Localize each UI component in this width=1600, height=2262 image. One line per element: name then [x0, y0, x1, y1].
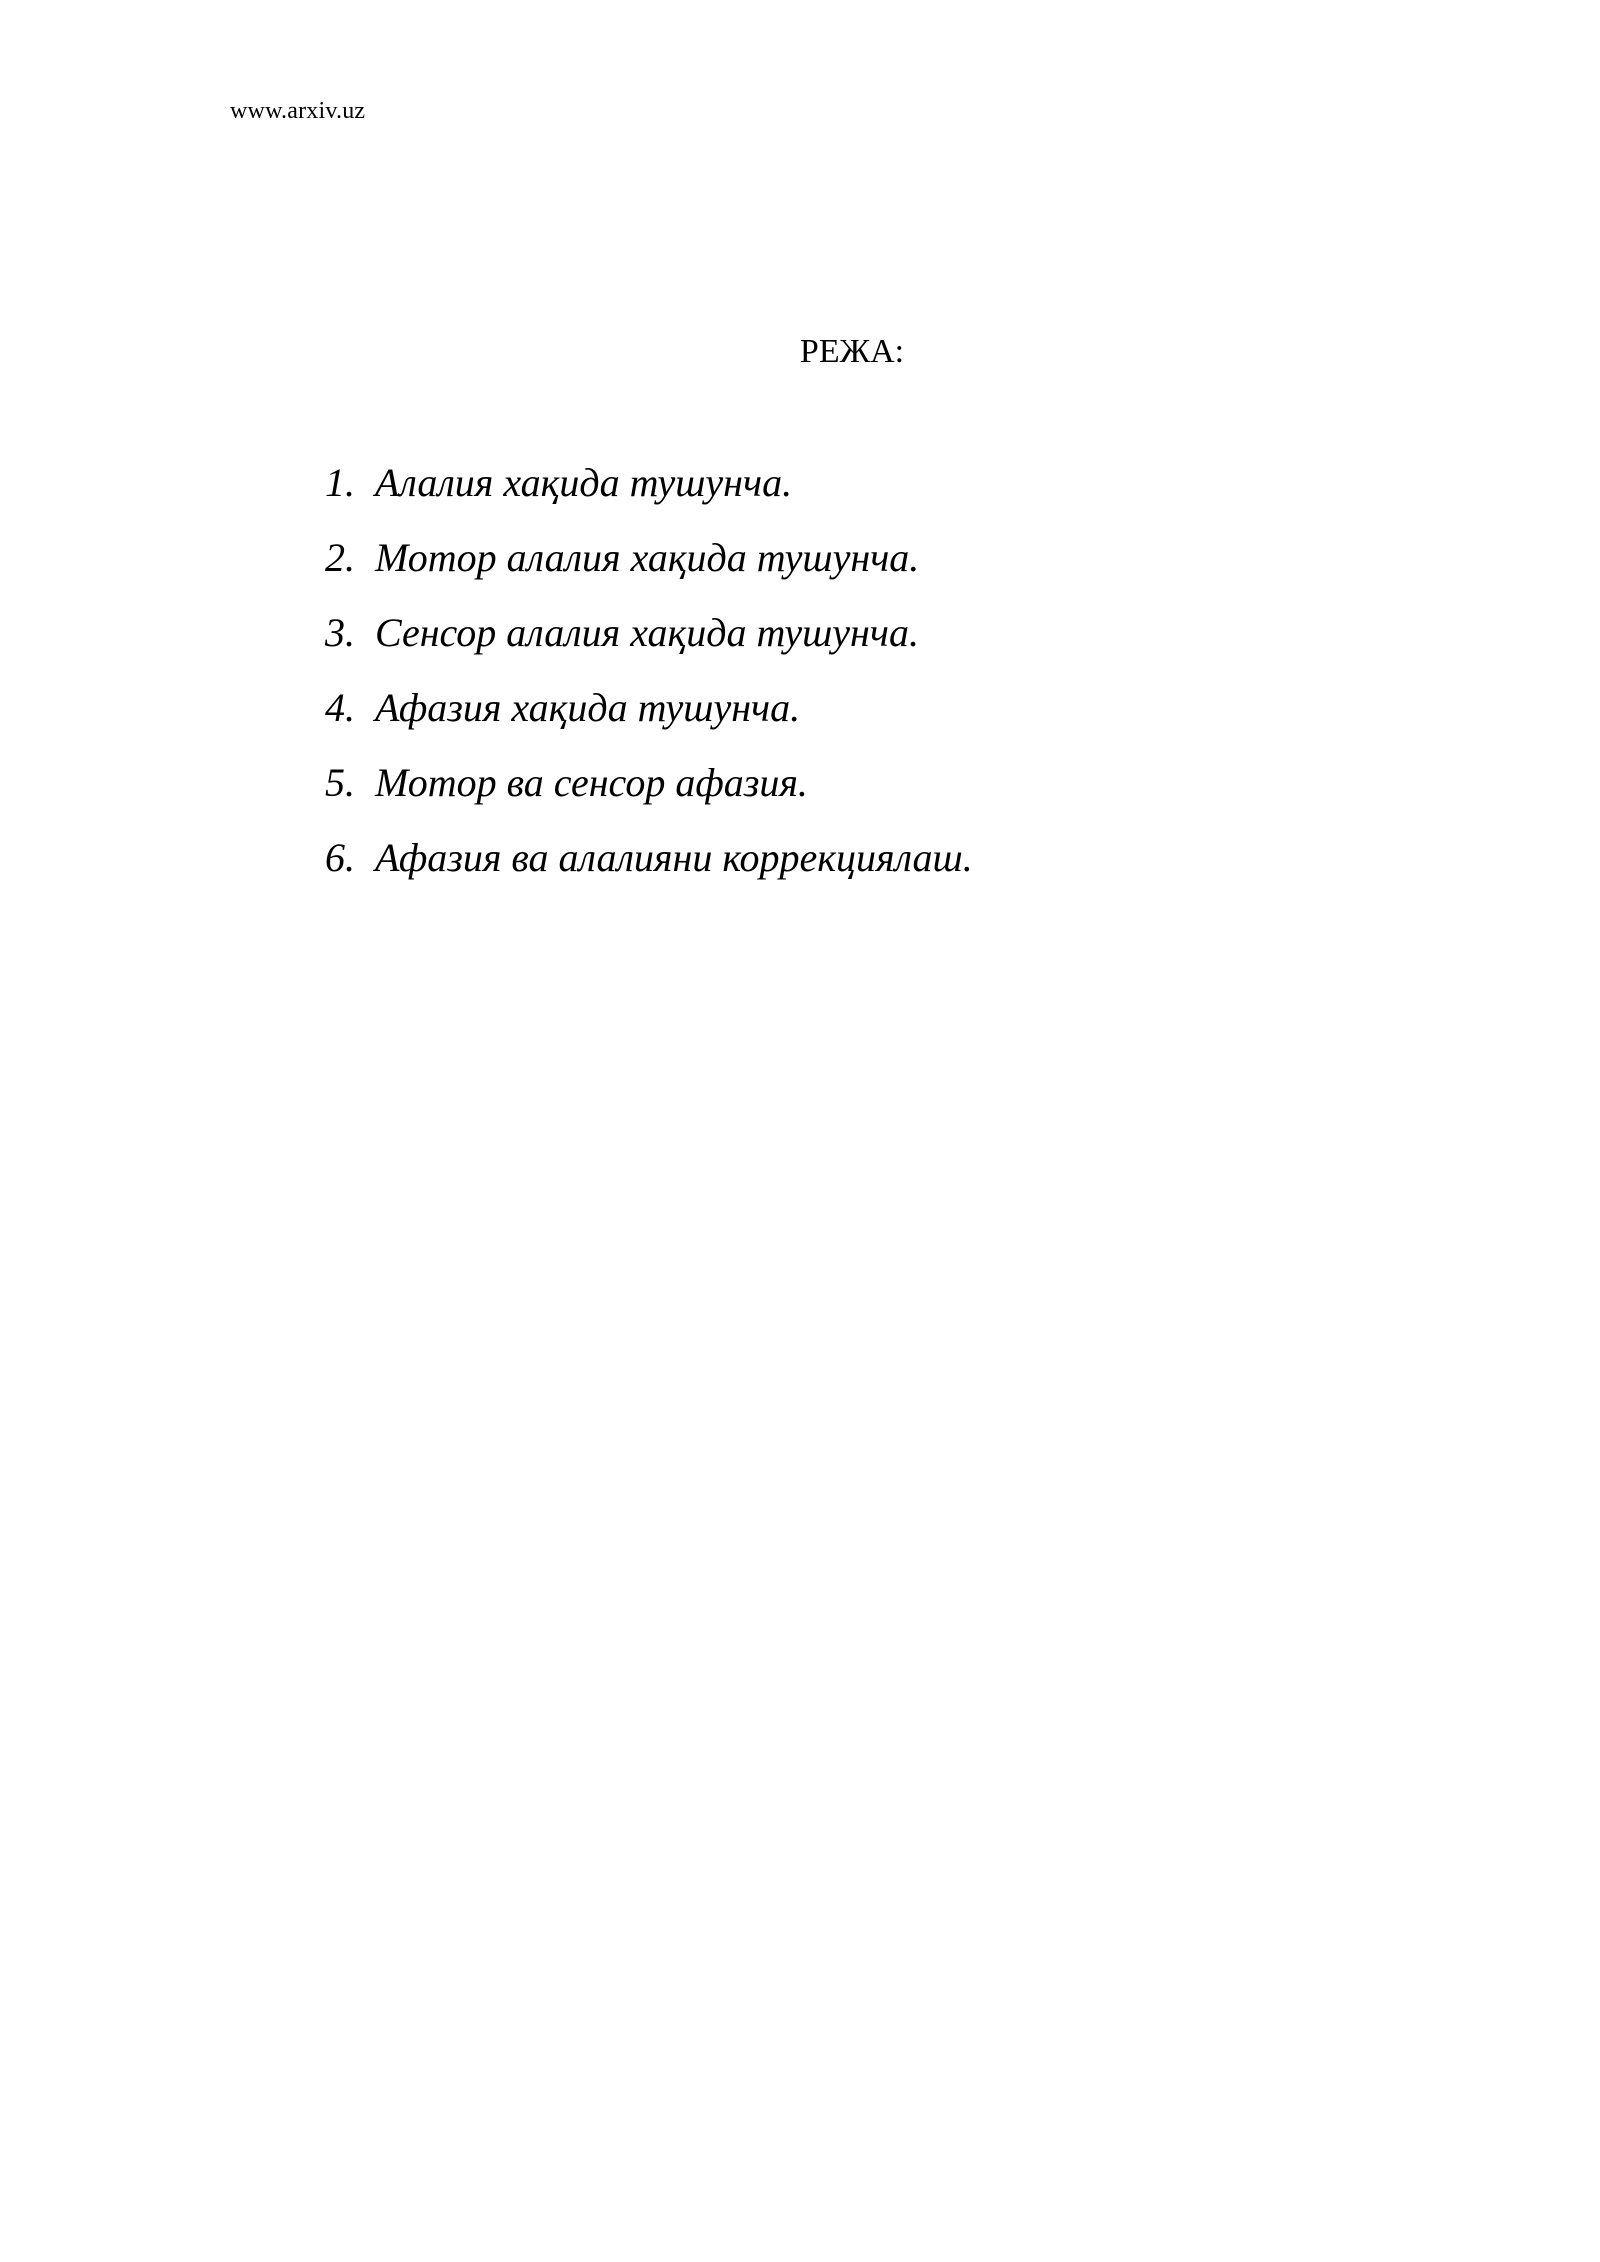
- plan-item-text: Сенсор алалия хақида тушунча.: [375, 610, 919, 655]
- plan-item-number: 3.: [325, 610, 355, 655]
- plan-item-text: Мотор алалия хақида тушунча.: [375, 535, 920, 580]
- plan-item-text: Афазия хақида тушунча.: [375, 685, 801, 730]
- plan-item-6: [325, 834, 973, 909]
- plan-item-number: 2.: [325, 535, 355, 580]
- plan-item-1: [325, 459, 973, 534]
- plan-title: РЕЖА:: [799, 333, 905, 370]
- plan-item-2: [325, 534, 973, 609]
- site-url-header: www.arxiv.uz: [230, 98, 366, 124]
- plan-item-number: 4.: [325, 685, 355, 730]
- plan-item-text: Афазия ва алалияни коррекциялаш.: [375, 835, 973, 880]
- plan-item-4: [325, 684, 973, 759]
- plan-item-text: Алалия хақида тушунча.: [375, 460, 793, 505]
- plan-item-number: 1.: [325, 460, 355, 505]
- plan-item-text: Мотор ва сенсор афазия.: [375, 760, 808, 805]
- plan-item-3: [325, 609, 973, 684]
- plan-item-number: 6.: [325, 835, 355, 880]
- plan-list: [325, 459, 973, 909]
- plan-item-5: [325, 759, 973, 834]
- plan-item-number: 5.: [325, 760, 355, 805]
